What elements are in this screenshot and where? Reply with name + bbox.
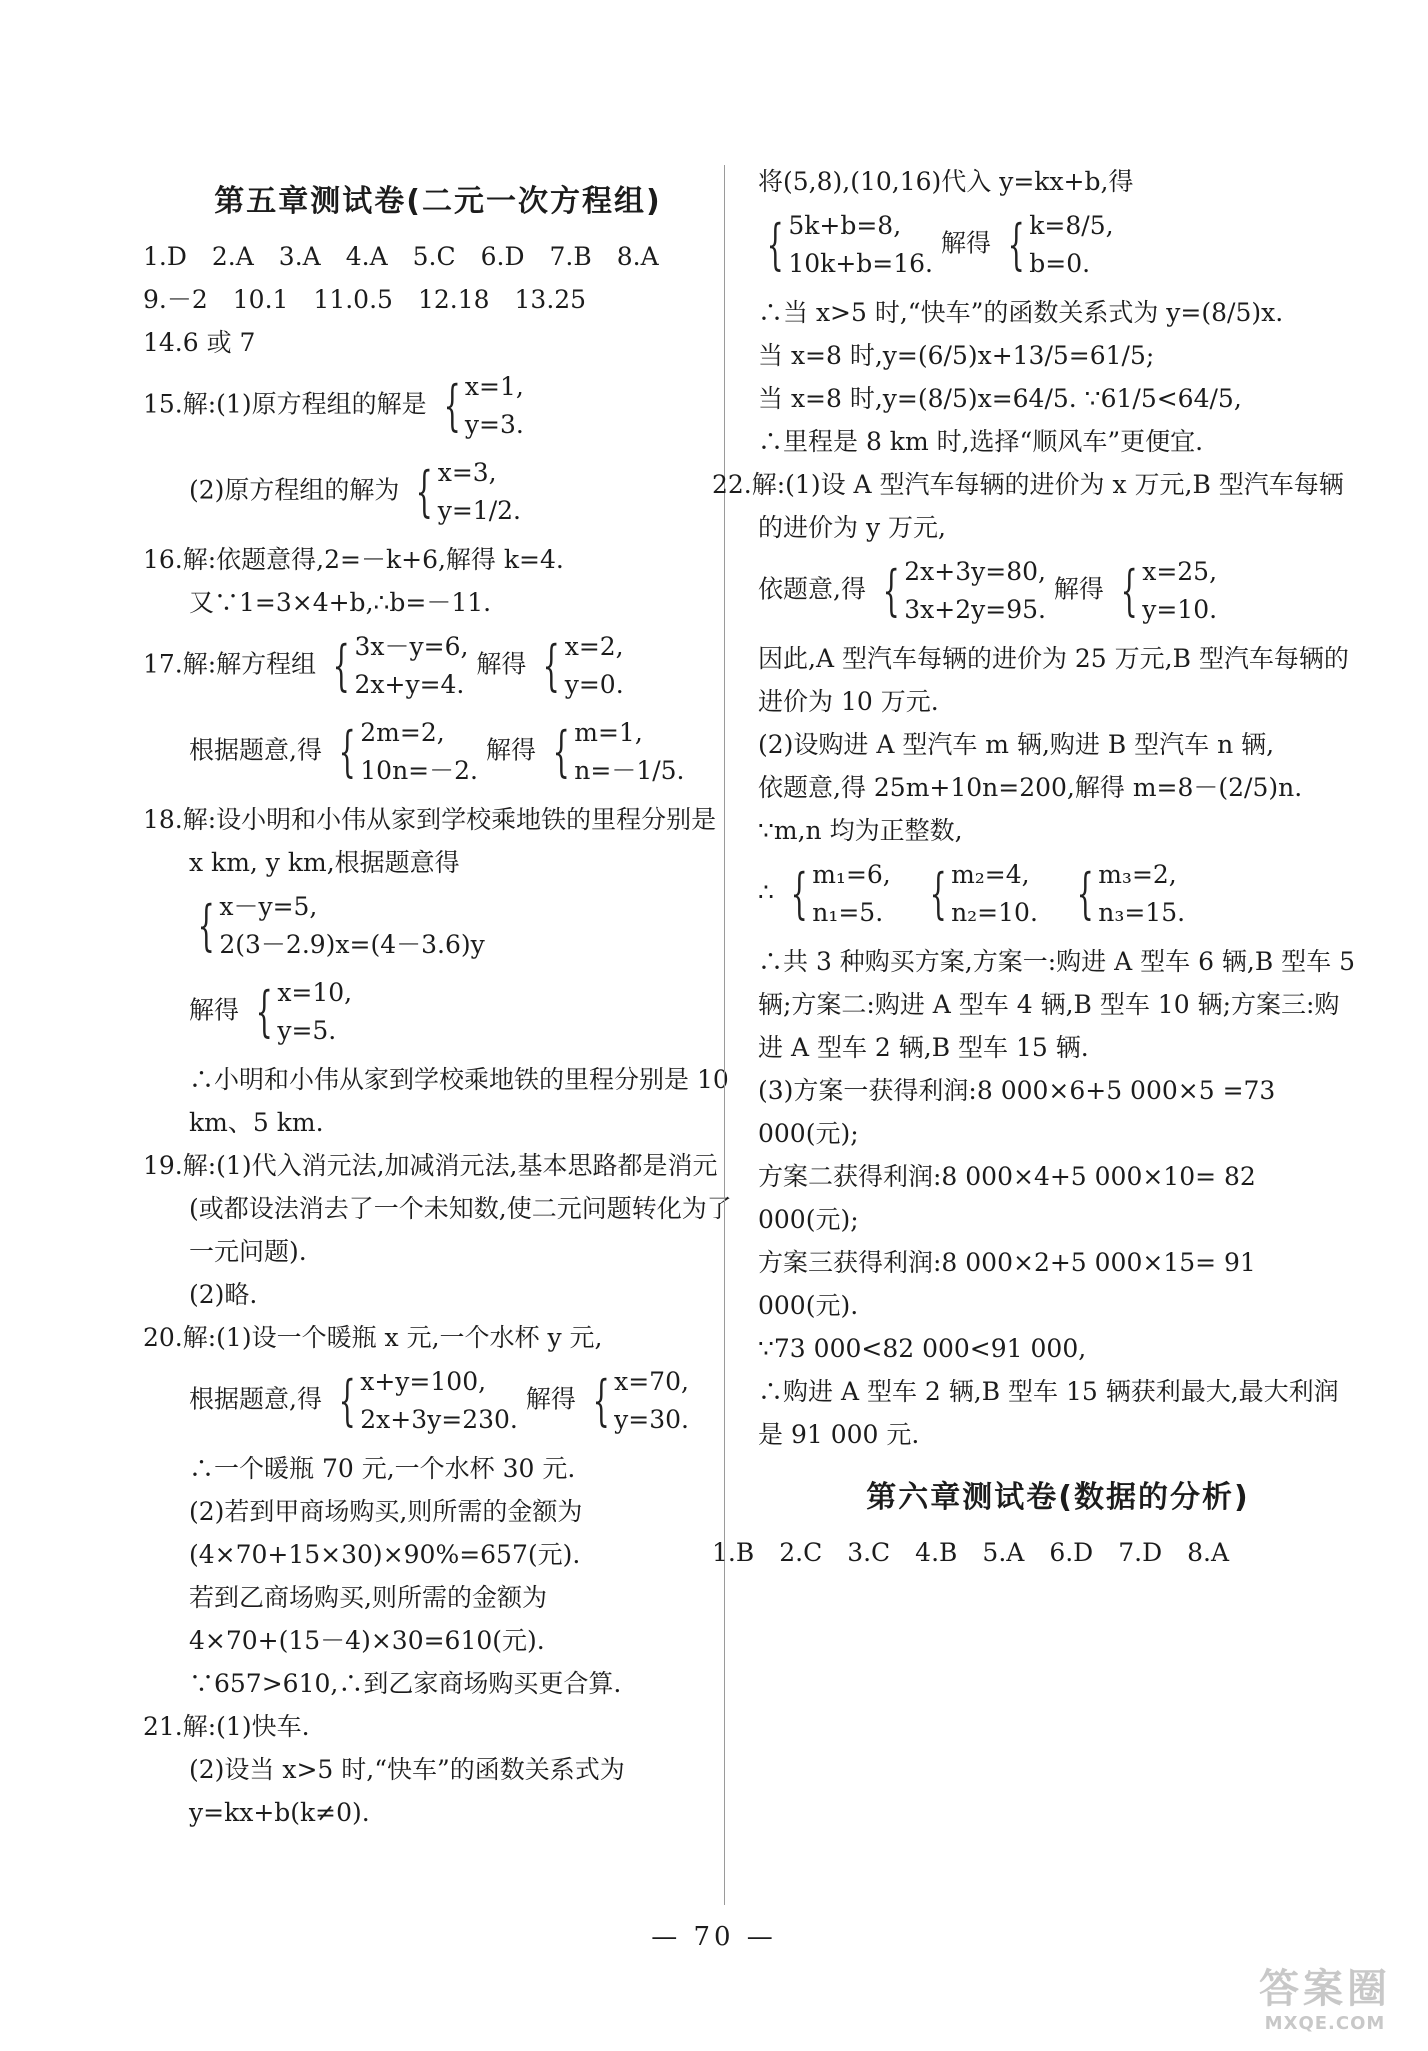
q22-line: 方案三获得利润:8 000×2+5 000×15= 91 000(元). xyxy=(758,1248,1256,1320)
column-divider xyxy=(724,165,725,1905)
equation-system: { m=1, n=－1/5. xyxy=(552,718,685,785)
equation-system: { x=10, y=5. xyxy=(255,978,353,1045)
q21-line: ∴当 x>5 时,“快车”的函数关系式为 y=(8/5)x. xyxy=(758,298,1284,327)
equation-system: { x=70, y=30. xyxy=(592,1367,689,1434)
q22-cases: ∴ { m₁=6, n₁=5. { m₂=4, n₂=10. { m₃=2, n₃=15. xyxy=(758,854,1358,934)
q22-line: ∴共 3 种购买方案,方案一:购进 A 型车 6 辆,B 型车 5 辆;方案二:购进 A 型车 4 辆,B 型车 10 辆;方案三:购进 A 型车 2 辆,B 型车 15 辆. xyxy=(758,947,1356,1062)
answer-line: 9.－2 10.1 11.0.5 12.18 13.25 xyxy=(143,285,587,314)
q21-line: 21.解:(1)快车. xyxy=(143,1712,310,1741)
q21-line: 当 x=8 时,y=(6/5)x+13/5=61/5; xyxy=(758,341,1155,370)
chapter5-title: 第五章测试卷(二元一次方程组) xyxy=(214,184,662,219)
answer-line: 14.6 或 7 xyxy=(143,328,256,357)
answer-line: 1.B 2.C 3.C 4.B 5.A 6.D 7.D 8.A xyxy=(712,1538,1230,1567)
q22-line: ∵73 000<82 000<91 000, xyxy=(758,1334,1087,1363)
q18-system xyxy=(143,886,733,966)
page-number: — 70 — xyxy=(651,1922,777,1952)
equation-system: { x=1, y=3. xyxy=(443,372,524,439)
q21-system: { 5k+b=8, 10k+b=16. 解得 { k=8/5, b=0. xyxy=(758,205,1358,285)
q19-line: 19.解:(1)代入消元法,加减消元法,基本思路都是消元(或都设法消去了一个未知数,使二元问题转化为了一元问题). xyxy=(143,1151,732,1266)
equation-system: { 5k+b=8, 10k+b=16. xyxy=(766,211,933,278)
q18-conclusion: ∴小明和小伟从家到学校乘地铁的里程分别是 10 km、5 km. xyxy=(189,1065,729,1137)
q22-line: 因此,A 型汽车每辆的进价为 25 万元,B 型汽车每辆的进价为 10 万元. xyxy=(758,644,1349,716)
q22-line: 方案二获得利润:8 000×4+5 000×10= 82 000(元); xyxy=(758,1162,1256,1234)
q15-part2: (2)原方程组的解为 { x=3, y=1/2. xyxy=(143,452,733,532)
q22-line: ∵m,n 均为正整数, xyxy=(758,816,963,845)
q20-line: (2)若到甲商场购买,则所需的金额为 xyxy=(189,1497,583,1526)
q21-line: y=kx+b(k≠0). xyxy=(189,1798,370,1827)
q20-line: 4×70+(15－4)×30=610(元). xyxy=(189,1626,545,1655)
q16-line: 又∵1=3×4+b,∴b=－11. xyxy=(189,588,492,617)
equation-system: { m₃=2, n₃=15. xyxy=(1076,860,1186,927)
q22-system: 依题意,得 { 2x+3y=80, 3x+2y=95. 解得 { x=25, y=10. xyxy=(758,551,1358,631)
q21-line: 将(5,8),(10,16)代入 y=kx+b,得 xyxy=(758,167,1134,196)
q18-solution: 解得 { x=10, y=5. xyxy=(143,972,733,1052)
equation-system: { m₁=6, n₁=5. xyxy=(790,860,891,927)
q19-line: (2)略. xyxy=(189,1280,258,1309)
watermark-logo: 答案圈 MXQE.COM xyxy=(1259,1966,1391,2034)
q17-part2: 根据题意,得 { 2m=2, 10n=－2. 解得 { m=1, n=－1/5. xyxy=(143,712,733,792)
q20-line: ∴一个暖瓶 70 元,一个水杯 30 元. xyxy=(189,1454,576,1483)
chapter6-title: 第六章测试卷(数据的分析) xyxy=(866,1480,1250,1515)
q20-line: 20.解:(1)设一个暖瓶 x 元,一个水杯 y 元, xyxy=(143,1323,603,1352)
q22-line: (3)方案一获得利润:8 000×6+5 000×5 =73 000(元); xyxy=(758,1076,1276,1148)
q20-line: ∵657>610,∴到乙家商场购买更合算. xyxy=(189,1669,622,1698)
q15-part1: 15.解:(1)原方程组的解是 { x=1, y=3. xyxy=(143,366,733,446)
q21-line: (2)设当 x>5 时,“快车”的函数关系式为 xyxy=(189,1755,625,1784)
q22-line: (2)设购进 A 型汽车 m 辆,购进 B 型汽车 n 辆, xyxy=(758,730,1275,759)
equation-system: { x=3, y=1/2. xyxy=(415,458,521,525)
q22-line: 依题意,得 25m+10n=200,解得 m=8－(2/5)n. xyxy=(758,773,1303,802)
equation-system: { x=2, y=0. xyxy=(542,632,624,699)
equation-system: { k=8/5, b=0. xyxy=(1007,211,1114,278)
equation-system: { x+y=100, 2x+3y=230. xyxy=(338,1367,518,1434)
q22-line: ∴购进 A 型车 2 辆,B 型车 15 辆获利最大,最大利润是 91 000 元. xyxy=(758,1377,1339,1449)
q20-system: 根据题意,得 { x+y=100, 2x+3y=230. 解得 { x=70, y=30. xyxy=(143,1361,733,1441)
q18-line: 18.解:设小明和小伟从家到学校乘地铁的里程分别是 x km, y km,根据题意得 xyxy=(143,805,717,877)
equation-system: { x－y=5, 2(3－2.9)x=(4－3.6)y xyxy=(197,892,485,959)
q20-line: 若到乙商场购买,则所需的金额为 xyxy=(189,1583,547,1612)
left-column xyxy=(143,160,733,1834)
q21-line: ∴里程是 8 km 时,选择“顺风车”更便宜. xyxy=(758,427,1204,456)
equation-system: { m₂=4, n₂=10. xyxy=(929,860,1038,927)
q21-line: 当 x=8 时,y=(8/5)x=64/5. ∵61/5<64/5, xyxy=(758,384,1242,413)
equation-system: { 2m=2, 10n=－2. xyxy=(338,718,478,785)
q17-part1: 17.解:解方程组 { 3x－y=6, 2x+y=4. 解得 { x=2, y=0. xyxy=(143,626,733,706)
q22-line: 22.解:(1)设 A 型汽车每辆的进价为 x 万元,B 型汽车每辆的进价为 y 万元, xyxy=(712,470,1344,542)
equation-system: { 2x+3y=80, 3x+2y=95. xyxy=(882,557,1046,624)
equation-system: { x=25, y=10. xyxy=(1120,557,1218,624)
q20-line: (4×70+15×30)×90%=657(元). xyxy=(189,1540,581,1569)
right-column xyxy=(712,160,1358,1574)
answer-line: 1.D 2.A 3.A 4.A 5.C 6.D 7.B 8.A xyxy=(143,242,659,271)
q16-line: 16.解:依题意得,2=－k+6,解得 k=4. xyxy=(143,545,564,574)
equation-system: { 3x－y=6, 2x+y=4. xyxy=(332,632,469,699)
